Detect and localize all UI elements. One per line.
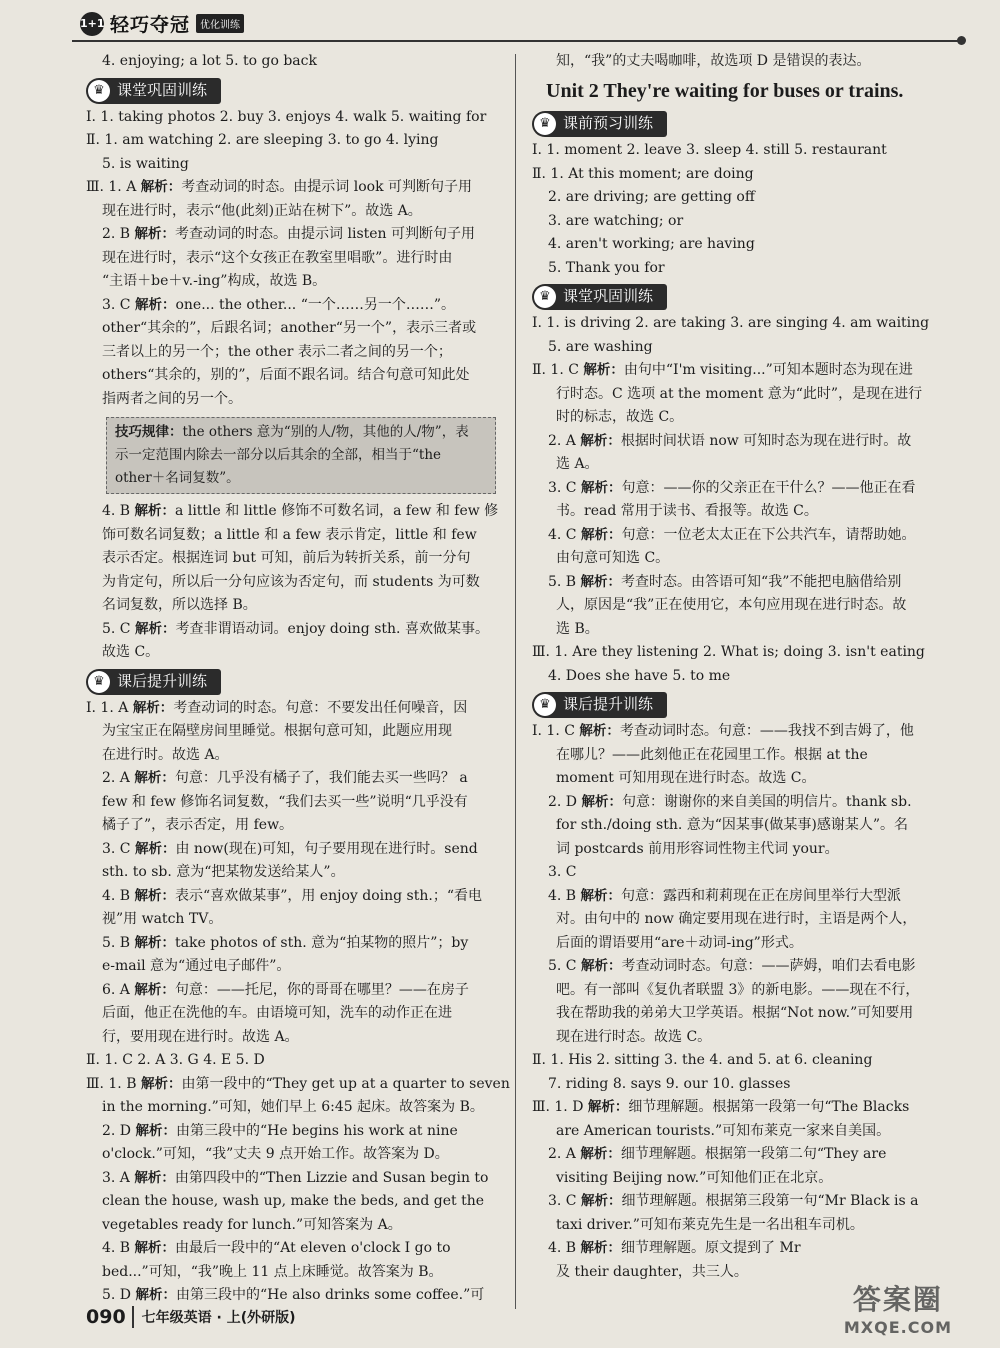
answer-text: 为宝宝正在隔壁房间里睡觉。根据句意可知，此题应用现 [102, 723, 452, 739]
watermark-text: 答案圈 [852, 1283, 943, 1316]
answer-number: 5. C [548, 958, 581, 974]
answer-text: moment 可知用现在进行时态。故选 C。 [556, 770, 816, 786]
brand-tag: 优化训练 [196, 14, 244, 33]
brand-name: 轻巧夺冠 [110, 14, 191, 36]
section-heading-label: 课后提升训练 [563, 695, 654, 714]
analysis-label: 解析： [580, 1240, 622, 1256]
answer-text: 为肯定句，所以后一分句应该为否定句，而 students 为可数 [102, 573, 480, 590]
answer-text: 考查动词的时态。句意：不要发出任何噪音，因 [173, 699, 468, 716]
answer-text: 后面的谓语要用“are＋动词-ing”形式。 [556, 934, 803, 951]
answer-line [532, 932, 952, 956]
answer-line [86, 341, 500, 365]
answer-line [86, 697, 500, 721]
right-column [532, 50, 952, 1284]
answer-line [532, 1214, 952, 1238]
section-heading-label: 课前预习训练 [563, 114, 654, 133]
answer-number: Ⅲ. 1. A [86, 179, 141, 195]
unit-title: Unit 2 They're waiting for buses or trains. [546, 79, 904, 102]
answer-line [532, 1190, 952, 1214]
answer-text: 选 B。 [556, 620, 599, 637]
answer-text: 现在进行时，表示“这个女孩正在教室里唱歌”。进行时由 [102, 249, 453, 266]
answer-text: a little 和 little 修饰不可数名词，a few 和 few 修 [175, 503, 499, 519]
answer-line [86, 932, 500, 956]
answer-text: Ⅲ. 1. Are they listening 2. What is; doing 3. isn't eating [532, 644, 925, 660]
answer-text: 2. are driving; are getting off [548, 189, 755, 205]
answer-text: are American tourists.”可知布莱克一家来自美国。 [556, 1122, 891, 1139]
section-heading-label: 课堂巩固训练 [117, 80, 208, 99]
answer-line [86, 1096, 500, 1120]
answer-text: 考查非谓语动词。enjoy doing sth. 喜欢做某事。 [175, 620, 489, 637]
answer-text: 3. are watching; or [548, 212, 684, 229]
answer-text: 吧。有一部叫《复仇者联盟 3》的新电影。——现在不行， [556, 981, 920, 998]
answer-line [532, 406, 952, 430]
analysis-label: 解析： [580, 887, 622, 904]
watermark-logo [844, 1278, 952, 1337]
answer-text: 行时态。C 选项 at the moment 意为“此时”，是现在进行 [556, 385, 923, 402]
answer-text: 考查动词的时态。由提示词 listen 可判断句子用 [175, 226, 476, 242]
answer-line [86, 223, 500, 247]
answer-text: 考查时态。由答语可知“我”不能把电脑借给别 [621, 573, 902, 590]
answer-number: 4. B [102, 1240, 135, 1256]
analysis-label: 解析： [579, 723, 620, 739]
answer-line [86, 1026, 500, 1050]
analysis-label: 解析： [580, 1146, 621, 1162]
answer-line [532, 1073, 952, 1097]
analysis-label: 解析： [132, 699, 174, 716]
answer-line [532, 257, 952, 281]
answer-number: Ⅱ. 1. C [532, 362, 584, 378]
answer-line [532, 186, 952, 210]
answer-text: 及 their daughter，共三人。 [556, 1263, 748, 1280]
answer-line [532, 1143, 952, 1167]
answer-text: 句意：——你的父亲正在干什么？——他正在看 [621, 479, 916, 496]
answer-number: 2. D [548, 793, 582, 810]
section-heading [532, 284, 667, 310]
answer-line [86, 200, 500, 224]
answer-line [532, 594, 952, 618]
section-heading [86, 669, 221, 695]
answer-line [86, 270, 500, 294]
answer-text: 指两者之间的另一个。 [102, 390, 242, 407]
answer-line [86, 1261, 500, 1285]
answer-line [532, 861, 952, 885]
answer-text: 书。read 常用于读书、看报等。故选 C。 [556, 503, 818, 519]
answer-text: 时的标志，故选 C。 [556, 409, 684, 425]
answer-line [86, 594, 500, 618]
answer-text: 4. aren't working; are having [548, 236, 755, 252]
analysis-label: 解析： [581, 793, 622, 810]
answer-text: 考查动词时态。句意：——我找不到吉姆了，他 [619, 723, 914, 739]
answer-text: 由句意可知选 C。 [556, 550, 670, 566]
section-heading [86, 78, 221, 104]
tip-label: 技巧规律： [115, 424, 183, 440]
answer-line [86, 885, 500, 909]
answer-text: 视”用 watch TV。 [102, 911, 223, 927]
answer-line [86, 1214, 500, 1238]
answer-text: 4. enjoying; a lot 5. to go back [102, 53, 317, 69]
answer-text: 我在帮助我的弟弟大卫学英语。根据“Not now.”可知要用 [556, 1005, 914, 1021]
answer-line [532, 814, 952, 838]
tip-box [106, 417, 496, 494]
answer-text: 句意：谢谢你的来自美国的明信片。thank sb. [621, 793, 912, 810]
answer-line [532, 665, 952, 689]
column-divider [515, 54, 516, 1309]
answer-line [532, 838, 952, 862]
left-column [86, 50, 510, 1308]
answer-line [86, 1143, 500, 1167]
analysis-label: 解析： [134, 934, 176, 951]
answer-number: 4. B [102, 503, 135, 519]
analysis-label: 解析： [140, 179, 182, 195]
answer-line [86, 129, 500, 153]
answer-line [532, 744, 952, 768]
answer-line [86, 1049, 500, 1073]
answer-line [532, 477, 952, 501]
answer-line [532, 791, 952, 815]
answer-number: 5. D [102, 1287, 136, 1303]
analysis-label: 解析： [583, 362, 624, 378]
answer-number: 3. C [102, 296, 135, 313]
answer-text: 表示“喜欢做某事”，用 enjoy doing sth.；“看电 [175, 887, 482, 904]
analysis-label: 解析： [140, 1075, 182, 1092]
answer-text: clean the house, wash up, make the beds, and get the [102, 1193, 485, 1209]
answer-text: Ⅱ. 1. C 2. A 3. G 4. E 5. D [86, 1052, 265, 1068]
analysis-label: 解析： [580, 526, 622, 543]
crown-icon: ♛ [534, 694, 556, 716]
brand-mark-icon: 1+1 [80, 12, 104, 36]
tip-line [115, 444, 487, 467]
analysis-label: 解析： [580, 479, 622, 496]
book-title: 七年级英语 · 上(外研版) [141, 1310, 296, 1326]
answer-line [532, 547, 952, 571]
answer-line [86, 720, 500, 744]
answer-text: bed...”可知，“我”晚上 11 点上床睡觉。故答案为 B。 [102, 1263, 443, 1280]
analysis-label: 解析： [587, 1099, 629, 1115]
answer-line [86, 1237, 500, 1261]
answer-line [86, 547, 500, 571]
answer-line [86, 979, 500, 1003]
crown-icon: ♛ [88, 80, 110, 102]
answer-line [532, 336, 952, 360]
answer-number: Ⅲ. 1. D [532, 1099, 588, 1115]
answer-line [532, 1096, 952, 1120]
answer-text: 句意：几乎没有橘子了，我们能去买一些吗？ a [174, 770, 468, 786]
answer-line [532, 312, 952, 336]
answer-line [86, 1120, 500, 1144]
answer-text: Ⅱ. 1. At this moment; are doing [532, 165, 754, 182]
answer-line [532, 720, 952, 744]
answer-line [86, 294, 500, 318]
analysis-label: 解析： [135, 1287, 176, 1303]
answer-text: 3. C [548, 864, 577, 880]
analysis-label: 解析： [134, 1240, 176, 1256]
answer-line [86, 317, 500, 341]
analysis-label: 解析： [134, 296, 176, 313]
answer-line [86, 908, 500, 932]
answer-number: 2. B [102, 226, 135, 242]
analysis-label: 解析： [134, 887, 176, 904]
answer-line [532, 383, 952, 407]
answer-line [86, 153, 500, 177]
answer-text: 由句中“I'm visiting...”可知本题时态为现在进 [623, 362, 913, 378]
answer-text: one... the other... “一个……另一个……”。 [175, 296, 456, 313]
answer-text: 细节理解题。根据第一段第二句“They are [620, 1146, 887, 1162]
tip-text: 示一定范围内除去一部分以后其余的全部，相当于“the [115, 447, 442, 463]
section-heading-label: 课堂巩固训练 [563, 287, 654, 306]
answer-line [86, 106, 500, 130]
answer-text: 5. Thank you for [548, 259, 665, 276]
answer-number: 5. B [548, 573, 581, 590]
answer-line [86, 176, 500, 200]
answer-text: other“其余的”，后跟名词；another“另一个”，表示三者或 [102, 320, 477, 336]
answer-text: 句意：一位老太太正在下公共汽车，请帮助她。 [621, 526, 916, 543]
answer-line [86, 50, 500, 74]
answer-line [86, 838, 500, 862]
answer-text: 饰可数名词复数；a little 和 a few 表示肯定，little 和 few [102, 526, 477, 543]
answer-number: 3. C [548, 1193, 581, 1209]
answer-line [86, 364, 500, 388]
answer-text: 对。由句中的 now 确定要用现在进行时，主语是两个人， [556, 911, 917, 927]
crown-icon: ♛ [534, 113, 556, 135]
answer-text: 5. is waiting [102, 155, 189, 172]
answer-text: 故选 C。 [102, 644, 160, 660]
answer-text: 在哪儿？——此刻他正在花园里工作。根据 at the [556, 746, 868, 763]
answer-line [86, 767, 500, 791]
answer-text: o'clock.”可知，“我”丈夫 9 点开始工作。故答案为 D。 [102, 1146, 449, 1162]
analysis-label: 解析： [135, 1122, 176, 1139]
answer-line [532, 210, 952, 234]
answer-text: Ⅱ. 1. am watching 2. are sleeping 3. to go 4. lying [86, 132, 439, 148]
header-rule [72, 40, 962, 42]
answer-number: 4. B [548, 887, 581, 904]
answer-text: 现在进行时态。故选 C。 [556, 1028, 712, 1045]
answer-text: 考查动词的时态。由提示词 look 可判断句子用 [181, 179, 472, 195]
answer-text: 由第三段中的“He begins his work at nine [175, 1122, 458, 1139]
answer-line [86, 524, 500, 548]
answer-line [532, 359, 952, 383]
answer-text: 细节理解题。原文提到了 Mr [621, 1240, 801, 1256]
answer-text: take photos of sth. 意为“拍某物的照片”；by [175, 934, 469, 951]
brand-logo [80, 10, 244, 37]
analysis-label: 解析： [580, 573, 622, 590]
answer-text: 知，“我”的丈夫喝咖啡，故选项 D 是错误的表达。 [556, 53, 871, 69]
answer-text: vegetables ready for lunch.”可知答案为 A。 [102, 1216, 402, 1233]
answer-line [532, 767, 952, 791]
section-heading [532, 111, 667, 137]
answer-text: sth. to sb. 意为“把某物发送给某人”。 [102, 864, 345, 880]
answer-line [532, 571, 952, 595]
tip-text: other＋名词复数”。 [115, 470, 240, 486]
answer-line [86, 955, 500, 979]
analysis-label: 解析： [134, 1169, 175, 1186]
answer-line [86, 1190, 500, 1214]
answer-line [532, 1237, 952, 1261]
answer-text: 在进行时。故选 A。 [102, 746, 229, 763]
answer-text: 由 now(现在)可知，句子要用现在进行时。send [175, 840, 478, 857]
answer-text: 由第三段中的“He also drinks some coffee.”可 [175, 1287, 485, 1303]
crown-icon: ♛ [88, 671, 110, 693]
answer-line [532, 618, 952, 642]
answer-text: e-mail 意为“通过电子邮件”。 [102, 958, 291, 974]
answer-line [532, 50, 952, 74]
analysis-label: 解析： [134, 770, 175, 786]
answer-number: 5. C [102, 620, 135, 637]
answer-text: in the morning.”可知，她们早上 6:45 起床。故答案为 B。 [102, 1099, 484, 1115]
analysis-label: 解析： [134, 226, 176, 242]
answer-text: 细节理解题。根据第一段第一句“The Blacks [628, 1099, 910, 1115]
answer-text: Ⅱ. 1. His 2. sitting 3. the 4. and 5. at 6. cleaning [532, 1052, 873, 1068]
answer-line [86, 744, 500, 768]
answer-line [532, 1120, 952, 1144]
answer-text: few 和 few 修饰名词复数，“我们去买一些”说明“几乎没有 [102, 793, 468, 810]
answer-line [86, 791, 500, 815]
answer-text: 4. Does she have 5. to me [548, 667, 731, 684]
answer-line [86, 641, 500, 665]
answer-line [532, 163, 952, 187]
answer-text: 句意：——托尼，你的哥哥在哪里？——在房子 [174, 981, 469, 998]
answer-line [532, 1167, 952, 1191]
analysis-label: 解析： [580, 958, 622, 974]
answer-number: Ⅰ. 1. C [532, 723, 580, 739]
answer-text: visiting Beijing now.”可知他们正在北京。 [556, 1169, 833, 1186]
answer-text: 7. riding 8. says 9. our 10. glasses [548, 1075, 791, 1092]
answer-number: 2. A [548, 432, 581, 449]
analysis-label: 解析： [134, 840, 176, 857]
answer-line [532, 979, 952, 1003]
page-number: 090 [86, 1306, 134, 1328]
answer-text: 行，要用现在进行时。故选 A。 [102, 1028, 299, 1045]
answer-number: 4. B [548, 1240, 581, 1256]
answer-text: Ⅰ. 1. is driving 2. are taking 3. are singing 4. am waiting [532, 315, 930, 331]
answer-text: “主语＋be＋v.-ing”构成，故选 B。 [102, 273, 327, 289]
answer-line [86, 1073, 510, 1097]
answer-text: 三者以上的另一个；the other 表示二者之间的另一个； [102, 343, 452, 360]
answer-line [86, 814, 500, 838]
answer-number: Ⅲ. 1. B [86, 1075, 141, 1092]
answer-line [532, 955, 952, 979]
answer-number: 3. C [548, 479, 581, 496]
page-footer [86, 1306, 296, 1328]
answer-line [86, 1002, 500, 1026]
answer-line [532, 430, 952, 454]
answer-text: 根据时间状语 now 可知时态为现在进行时。故 [620, 432, 912, 449]
tip-line [115, 421, 487, 444]
answer-line [532, 1002, 952, 1026]
answer-number: 2. D [102, 1122, 136, 1139]
answer-line [532, 233, 952, 257]
answer-text: 橘子了”，表示否定，用 few。 [102, 817, 294, 833]
answer-text: taxi driver.”可知布莱克先生是一名出租车司机。 [556, 1216, 864, 1233]
answer-line [86, 1167, 500, 1191]
answer-number: 6. A [102, 981, 135, 998]
section-heading-label: 课后提升训练 [117, 671, 208, 690]
answer-text: others“其余的，别的”，后面不跟名词。结合句意可知此处 [102, 367, 470, 383]
answer-number: 4. B [102, 887, 135, 904]
answer-number: 3. C [102, 840, 135, 857]
tip-text: the others 意为“别的人/物，其他的人/物”，表 [182, 424, 469, 440]
answer-line [532, 1026, 952, 1050]
answer-line [86, 1284, 500, 1308]
answer-line [532, 139, 952, 163]
watermark-url: MXQE.COM [843, 1318, 952, 1337]
answer-line [532, 500, 952, 524]
answer-number: 2. A [548, 1146, 581, 1162]
answer-number: 2. A [102, 770, 135, 786]
answer-text: 由第一段中的“They get up at a quarter to seven [181, 1075, 510, 1092]
answer-text: 选 A。 [556, 456, 599, 472]
answer-line [86, 247, 500, 271]
answer-line [532, 453, 952, 477]
answer-text: 词 postcards 前用形容词性物主代词 your。 [556, 840, 839, 857]
answer-line [532, 908, 952, 932]
tip-line [115, 467, 487, 490]
answer-line [532, 641, 952, 665]
answer-number: 3. A [102, 1169, 135, 1186]
answer-text: 考查动词时态。句意：——萨姆，咱们去看电影 [621, 958, 916, 974]
answer-text: 名词复数，所以选择 B。 [102, 597, 257, 613]
answer-line [532, 885, 952, 909]
answer-line [86, 500, 500, 524]
crown-icon: ♛ [534, 286, 556, 308]
section-heading [532, 692, 667, 718]
answer-line [86, 571, 500, 595]
answer-text: 由第四段中的“Then Lizzie and Susan begin to [174, 1169, 489, 1186]
answer-line [532, 1049, 952, 1073]
answer-text: 表示否定。根据连词 but 可知，前后为转折关系，前一分句 [102, 550, 471, 566]
answer-number: Ⅰ. 1. A [86, 699, 133, 716]
analysis-label: 解析： [580, 432, 621, 449]
answer-text: Ⅰ. 1. moment 2. leave 3. sleep 4. still 5. restaurant [532, 142, 887, 158]
answer-text: Ⅰ. 1. taking photos 2. buy 3. enjoys 4. walk 5. waiting for [86, 108, 487, 125]
page-header [72, 6, 962, 44]
answer-line [86, 618, 500, 642]
answer-line [532, 524, 952, 548]
answer-text: 句意：露西和莉莉现在正在房间里举行大型派 [621, 887, 902, 904]
analysis-label: 解析： [134, 503, 176, 519]
answer-line [86, 861, 500, 885]
answer-number: 4. C [548, 526, 581, 543]
analysis-label: 解析： [134, 981, 175, 998]
answer-text: 后面，他正在洗他的车。由语境可知，洗车的动作正在进 [102, 1005, 452, 1021]
answer-text: 5. are washing [548, 338, 653, 355]
answer-text: 现在进行时，表示“他(此刻)正站在树下”。故选 A。 [102, 202, 422, 219]
answer-text: 细节理解题。根据第三段第一句“Mr Black is a [621, 1193, 919, 1209]
answer-line [86, 388, 500, 412]
header-rule-dot [957, 36, 966, 45]
answer-number: 5. B [102, 934, 135, 951]
analysis-label: 解析： [134, 620, 176, 637]
answer-text: 人，原因是“我”正在使用它，本句应用现在进行时态。故 [556, 597, 907, 613]
analysis-label: 解析： [580, 1193, 622, 1209]
answer-text: 由最后一段中的“At eleven o'clock I go to [175, 1240, 451, 1256]
answer-text: for sth./doing sth. 意为“因某事(做某事)感谢某人”。名 [556, 817, 909, 833]
